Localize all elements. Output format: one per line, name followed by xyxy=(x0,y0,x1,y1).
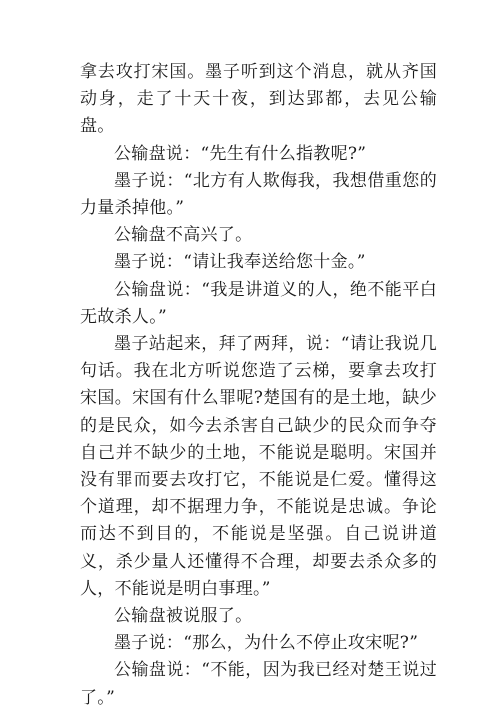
paragraph-4: 公输盘不高兴了。 xyxy=(114,225,253,246)
paragraph-9: 墨子说：“那么，为什么不停止攻宋呢?” xyxy=(114,633,419,654)
paragraph-10: 公输盘说：“不能，因为我已经对楚王说过了。” xyxy=(80,660,437,708)
paragraph-2: 公输盘说：“先生有什么指教呢?” xyxy=(114,143,367,164)
paragraph-7: 墨子站起来，拜了两拜，说：“请让我说几句话。我在北方听说您造了云梯，要拿去攻打宋国。宋国有什么罪呢?楚国有的是土地，缺少的是民众，如今去杀害自己缺少的民众而争夺自己并不缺少的土地，不能说是聪明。宋国并没有罪而要去攻打它，不能说是仁爱。懂得这个道理，却不据理力争，不能说是忠诚。争论而达不到目的，不能说是坚强。自己说讲道义，杀少量人还懂得不合理，却要去杀众多的人，不能说是明白事理。” xyxy=(80,334,437,599)
paragraph-5: 墨子说：“请让我奉送给您十金。” xyxy=(114,252,366,273)
paragraph-1: 拿去攻打宋国。墨子听到这个消息，就从齐国动身，走了十天十夜，到达郢都，去见公输盘。 xyxy=(80,62,437,137)
paragraph-6: 公输盘说：“我是讲道义的人，绝不能平白无故杀人。” xyxy=(80,279,437,327)
paragraph-8: 公输盘被说服了。 xyxy=(114,606,253,627)
document-page xyxy=(80,59,437,712)
paragraph-3: 墨子说：“北方有人欺侮我，我想借重您的力量杀掉他。” xyxy=(80,170,437,219)
